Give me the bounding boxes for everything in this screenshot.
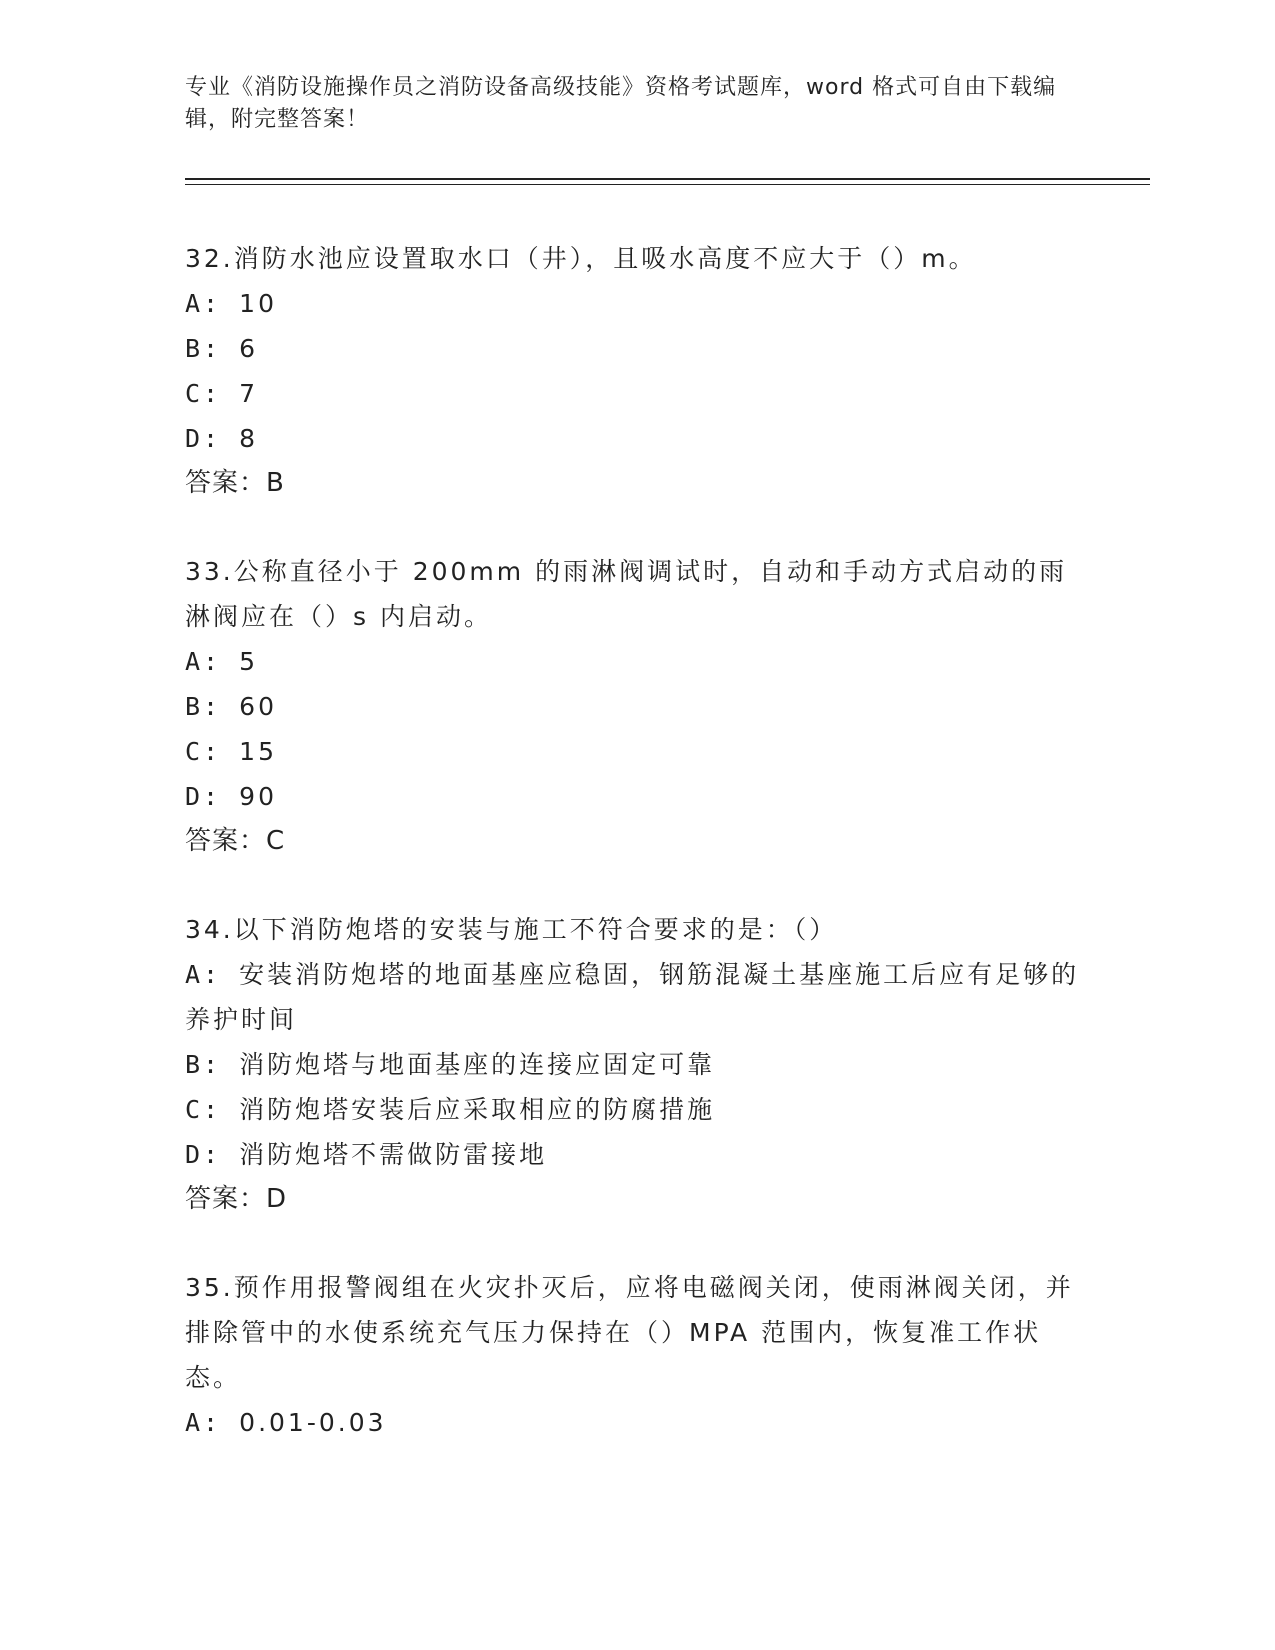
option-b (185, 326, 1085, 371)
document-header: 专业《消防设施操作员之消防设备高级技能》资格考试题库，word 格式可自由下载编辑，附完整答案！ (185, 75, 1057, 132)
option-text: 消防炮塔安装后应采取相应的防腐措施 (239, 1095, 716, 1124)
question-32 (185, 236, 1085, 506)
question-34 (185, 907, 1085, 1222)
option-c (185, 371, 1085, 416)
question-text: 32.消防水池应设置取水口（井），且吸水高度不应大于（）m。 (185, 244, 977, 273)
answer-text: 答案：D (185, 1184, 288, 1214)
option-label: C: (185, 379, 222, 408)
option-text: 60 (239, 692, 277, 721)
option-a (185, 1400, 1085, 1445)
question-text: 33.公称直径小于 200mm 的雨淋阀调试时，自动和手动方式启动的雨淋阀应在（）s 内启动。 (185, 557, 1068, 631)
option-label: D: (185, 424, 222, 453)
option-label: A: (185, 289, 222, 318)
option-text: 安装消防炮塔的地面基座应稳固，钢筋混凝土基座施工后应有足够的养护时间 (185, 960, 1080, 1034)
option-d (185, 1132, 1085, 1177)
option-a (185, 639, 1085, 684)
option-d (185, 774, 1085, 819)
option-c (185, 729, 1085, 774)
option-label: D: (185, 1140, 222, 1169)
option-label: B: (185, 692, 222, 721)
option-text: 90 (239, 782, 277, 811)
option-label: C: (185, 1095, 222, 1124)
option-text: 8 (239, 424, 259, 453)
option-text: 10 (239, 289, 277, 318)
option-c (185, 1087, 1085, 1132)
option-text: 5 (239, 647, 259, 676)
option-text: 0.01-0.03 (239, 1408, 387, 1437)
option-label: A: (185, 647, 222, 676)
option-label: C: (185, 737, 222, 766)
question-text: 35.预作用报警阀组在火灾扑灭后，应将电磁阀关闭，使雨淋阀关闭，并排除管中的水使系统充气压力保持在（）MPA 范围内，恢复准工作状态。 (185, 1273, 1074, 1392)
option-b (185, 1042, 1085, 1087)
option-a (185, 952, 1085, 1042)
option-b (185, 684, 1085, 729)
header-divider (185, 178, 1150, 185)
option-text: 消防炮塔不需做防雷接地 (239, 1140, 548, 1169)
option-text: 7 (239, 379, 259, 408)
option-d (185, 416, 1085, 461)
option-label: A: (185, 960, 222, 989)
question-text: 34.以下消防炮塔的安装与施工不符合要求的是：（） (185, 915, 838, 944)
option-text: 消防炮塔与地面基座的连接应固定可靠 (239, 1050, 716, 1079)
option-label: B: (185, 334, 222, 363)
option-label: B: (185, 1050, 222, 1079)
answer-text: 答案：B (185, 468, 285, 498)
option-text: 15 (239, 737, 277, 766)
answer-text: 答案：C (185, 826, 286, 856)
option-label: A: (185, 1408, 222, 1437)
question-33 (185, 549, 1085, 864)
option-a (185, 281, 1085, 326)
question-35 (185, 1265, 1085, 1445)
option-text: 6 (239, 334, 259, 363)
question-list (185, 236, 1085, 1488)
option-label: D: (185, 782, 222, 811)
